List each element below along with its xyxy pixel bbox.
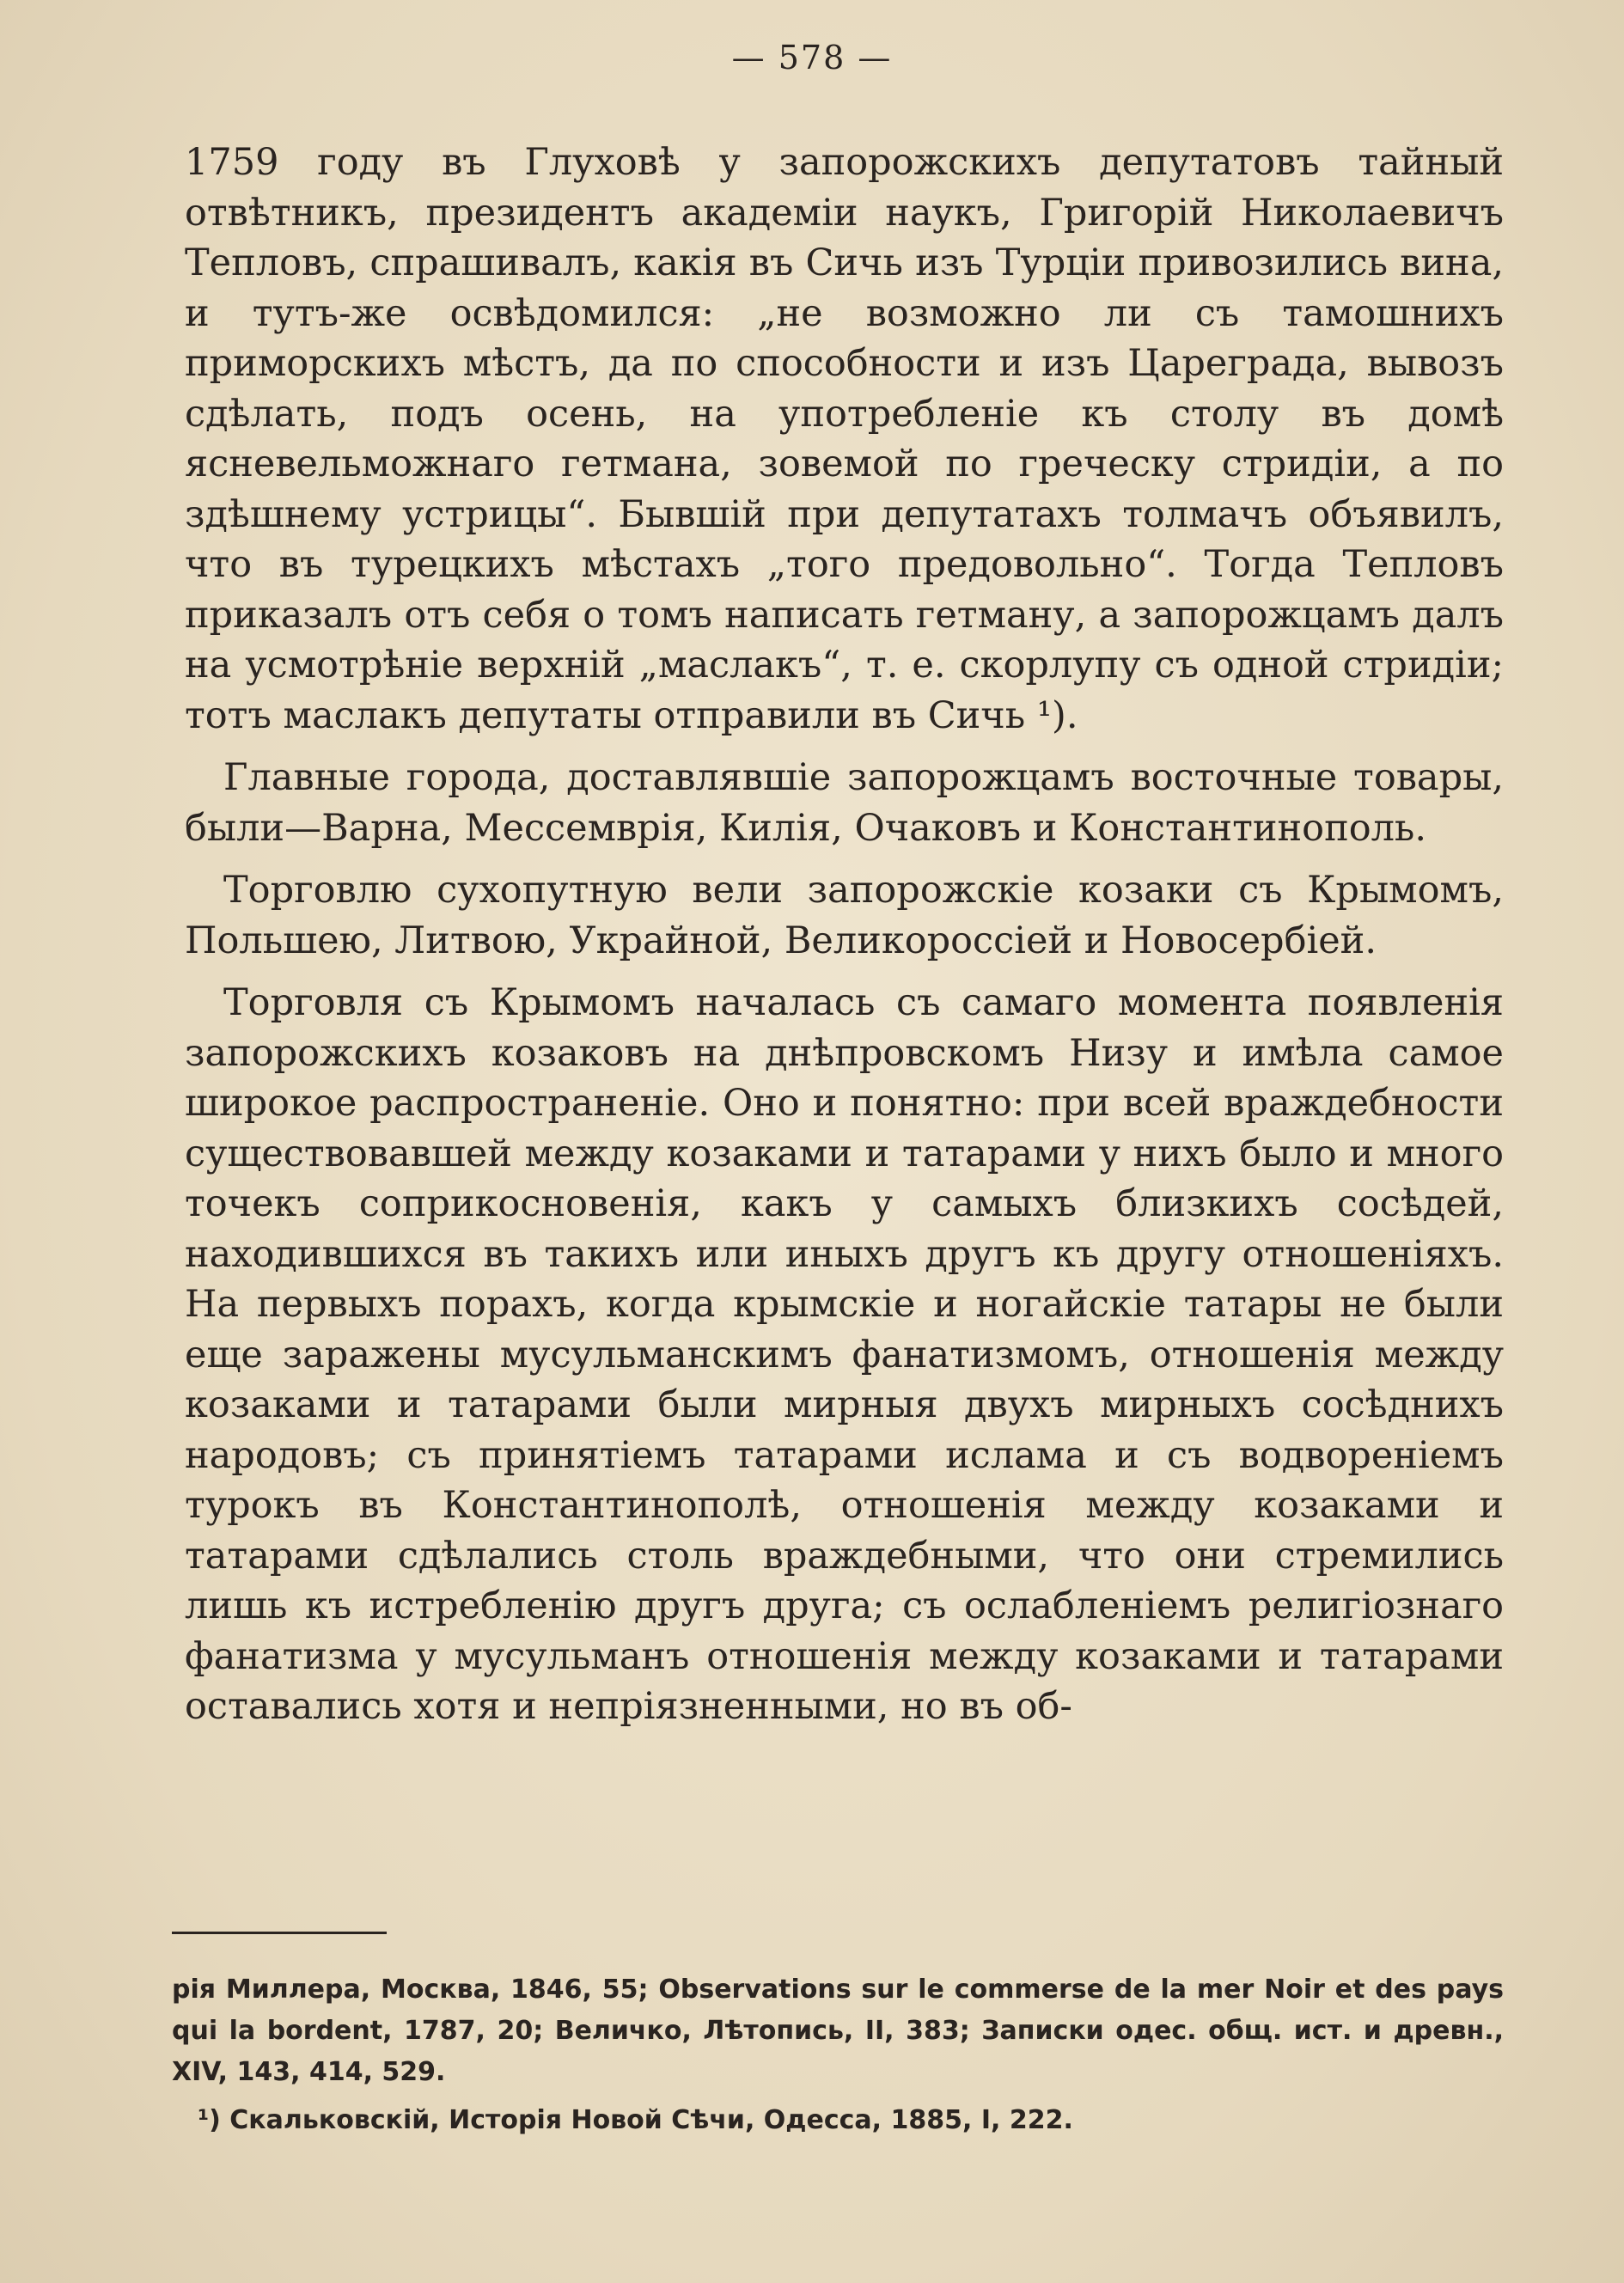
paragraph-continuation: 1759 году въ Глуховѣ у запорожскихъ депутатовъ тайный отвѣтникъ, президентъ академіи наукъ, Григорій Николаевичъ Тепловъ, спрашивалъ, какія въ Сичь изъ Турціи привозились вина, и тутъ-же освѣдомился: „не возможно ли съ тамошнихъ приморскихъ мѣстъ, да по способности и изъ Цареграда, вывозъ сдѣлать, подъ осень, на употребленіе къ столу въ домѣ ясневельможнаго гетмана, зовемой по греческу стридіи, а по здѣшнему устрицы“. Бывшій при депутатахъ толмачъ объявилъ, что въ турецкихъ мѣстахъ „того предовольно“. Тогда Тепловъ приказалъ отъ себя о томъ написать гетману, а запорожцамъ далъ на усмотрѣніе верхній „маслакъ“, т. е. скорлупу съ одной стридіи; тотъ маслакъ депутаты отправили въ Сичь ¹). xyxy=(185,141,1504,737)
paragraph-trade-cities: Главные города, доставлявшіе запорожцамъ восточные товары, были—Варна, Мессемврія, Килія, Очаковъ и Константинополь. xyxy=(185,756,1504,850)
footnote-1: ¹) Скальковскій, Исторія Новой Сѣчи, Одесса, 1885, I, 222. xyxy=(198,2105,1073,2135)
paragraph-crimea-trade: Торговля съ Крымомъ началась съ самаго момента появленія запорожскихъ козаковъ на днѣпровскомъ Низу и имѣла самое широкое распространеніе. Оно и понятно: при всей враждебности существовавшей между козаками и татарами у нихъ было и много точекъ соприкосновенія, какъ у самыхъ близкихъ сосѣдей, находившихся въ такихъ или иныхъ другъ къ другу отношеніяхъ. На первыхъ порахъ, когда крымскіе и ногайскіе татары не были еще заражены мусульманскимъ фанатизмомъ, отношенія между козаками и татарами были мирныя двухъ мирныхъ сосѣднихъ народовъ; съ принятіемъ татарами ислама и съ водвореніемъ турокъ въ Константинополѣ, отношенія между козаками и татарами сдѣлались столь враждебными, что они стремились лишь къ истребленію другъ друга; съ ослабленіемъ религіознаго фанатизма у мусульманъ отношенія между козаками и татарами оставались хотя и непріязненными, но въ об- xyxy=(185,981,1504,1728)
main-text xyxy=(185,137,1504,1732)
paragraph-land-trade: Торговлю сухопутную вели запорожскіе козаки съ Крымомъ, Польшею, Литвою, Украйной, Великороссіей и Новосербіей. xyxy=(185,869,1504,962)
footnote-continuation: рія Миллера, Москва, 1846, 55; Observations sur le commerse de la mer Noir et des pays qui la bordent, 1787, 20; Величко, Лѣтопись, II, 383; Записки одес. общ. ист. и древн., XIV, 143, 414, 529. xyxy=(172,1975,1504,2087)
footnotes xyxy=(172,1969,1504,2141)
page-number: — 578 — xyxy=(731,39,893,76)
footnote-divider xyxy=(172,1932,387,1934)
